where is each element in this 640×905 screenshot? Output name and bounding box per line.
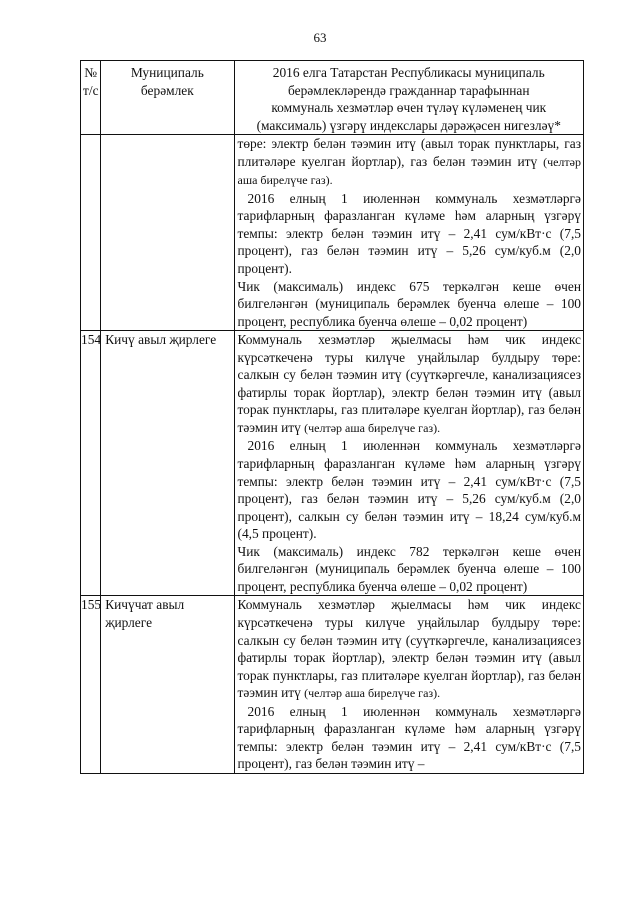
paragraph-text: Коммуналь хезмәтләр җыелмасы һәм чик индекс күрсәткеченә туры килүче уңайлылар булдыру төре: салкын су белән тәэмин итү (суүткәргечле, канализациясез фатирлы торак йортлар), электр белән тәэмин итү (авыл торак пунктлары, газ плитәләре куелган йортлар), газ белән тәэмин итү [237, 597, 581, 701]
row-municipality: Кичү авыл җирлеге [101, 331, 234, 596]
header-description: 2016 елга Татарстан Республикасы муниципаль берәмлекләрендә гражданнар тарафыннан коммуналь хезмәтләр өчен түләү күләменең чик (максималь) үзгәрү индекслары дәрәҗәсен нигезләү* [234, 61, 584, 135]
paragraph-note: (челтәр аша бирелүче газ). [237, 154, 581, 188]
paragraph-note: (челтәр аша бирелүче газ). [304, 420, 441, 435]
table-body [81, 135, 584, 774]
row-number: 155 [81, 596, 101, 773]
index-table [80, 60, 584, 774]
paragraph-text: Чик (максималь) индекс 782 теркәлгән кеше өчен билгеләнгән (муниципаль берәмлек буенча өлеше – 100 процент, республика буенча өлеше – 0,02 процент) [237, 543, 581, 594]
table-row [81, 135, 584, 331]
description-paragraph [238, 543, 582, 596]
description-paragraph [238, 135, 582, 190]
paragraph-text: 2016 елның 1 июленнән коммуналь хезмәтләргә тарифларның фаразланган күләме һәм аларның үзгәрү темпы: электр белән тәэмин итү – 2,41 сум/кВт·с (7,5 процент), газ белән тәэмин итү – 5,26 сум/куб.м (2,0 процент). [237, 190, 581, 277]
page-number: 63 [313, 30, 327, 45]
description-paragraph [238, 596, 582, 702]
paragraph-text: Коммуналь хезмәтләр җыелмасы һәм чик индекс күрсәткеченә туры килүче уңайлылар булдыру төре: салкын су белән тәэмин итү (суүткәргечле, канализациясез фатирлы торак йортлар), электр белән тәэмин итү (авыл торак пунктлары, газ плитәләре куелган йортлар), газ белән тәэмин итү [237, 332, 581, 435]
row-municipality: Кичүчат авыл җирлеге [101, 596, 234, 773]
description-paragraph [238, 703, 582, 773]
description-paragraph [238, 331, 582, 437]
row-description [234, 331, 584, 596]
paragraph-text: 2016 елның 1 июленнән коммуналь хезмәтләргә тарифларның фаразланган күләме һәм аларның үзгәрү темпы: электр белән тәэмин итү – 2,41 сум/кВт·с (7,5 процент), газ белән тәэмин итү – [237, 703, 581, 772]
row-description [234, 135, 584, 331]
row-number [81, 135, 101, 331]
row-description [234, 596, 584, 773]
table-row [81, 331, 584, 596]
header-number: № т/с [81, 61, 101, 135]
description-paragraph [238, 278, 582, 331]
description-paragraph [238, 190, 582, 278]
description-paragraph [238, 437, 582, 542]
paragraph-text: 2016 елның 1 июленнән коммуналь хезмәтләргә тарифларның фаразланган күләме һәм аларның үзгәрү темпы: электр белән тәэмин итү – 2,41 сум/кВт·с (7,5 процент), газ белән тәэмин итү – 5,26 сум/куб.м (2,0 процент), салкын су белән тәэмин итү – 18,24 сум/куб.м (4,5 процент). [237, 438, 581, 542]
table-row [81, 596, 584, 773]
paragraph-note: (челтәр аша бирелүче газ). [304, 686, 441, 701]
row-municipality [101, 135, 234, 331]
paragraph-text: төре: электр белән тәэмин итү (авыл торак пунктлары, газ плитәләре куелган йортлар), газ белән тәэмин итү [237, 136, 581, 169]
table-header-row [81, 61, 584, 135]
row-number: 154 [81, 331, 101, 596]
header-municipality: Муниципаль берәмлек [101, 61, 234, 135]
paragraph-text: Чик (максималь) индекс 675 теркәлгән кеше өчен билгеләнгән (муниципаль берәмлек буенча өлеше – 100 процент, республика буенча өлеше – 0,02 процент) [237, 278, 581, 329]
